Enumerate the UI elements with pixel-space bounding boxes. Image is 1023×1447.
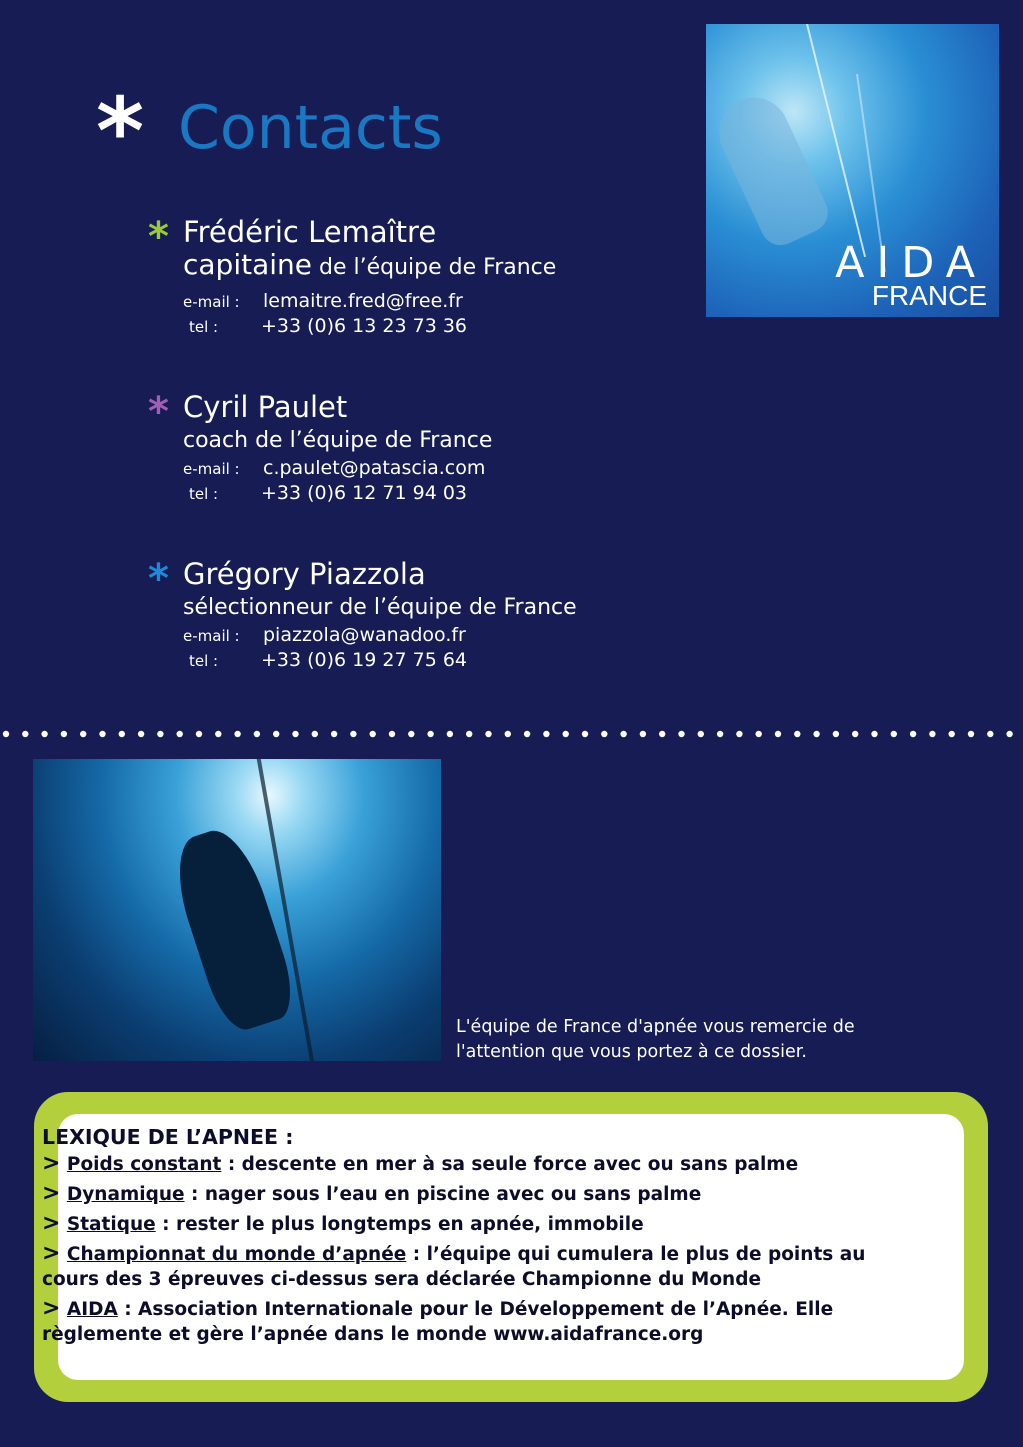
email-row — [183, 289, 463, 314]
separator-dot — [331, 731, 337, 737]
tel-number: +33 (0)6 13 23 73 36 — [261, 315, 468, 337]
aida-france-logo — [706, 24, 999, 317]
separator-dot — [736, 731, 742, 737]
lexicon-definition: : rester le plus longtemps en apnée, immobile — [155, 1214, 644, 1235]
separator-dot — [254, 731, 260, 737]
chevron-right-icon: > — [42, 1181, 61, 1206]
separator-dot — [929, 731, 935, 737]
lexicon-term: Poids constant — [66, 1154, 222, 1175]
tel-row — [183, 314, 467, 339]
tel-number: +33 (0)6 12 71 94 03 — [261, 482, 468, 504]
email-label: e-mail : — [183, 460, 240, 478]
contact-card-lemaitre — [148, 215, 668, 345]
chevron-right-icon: > — [42, 1211, 61, 1236]
lexicon-content — [42, 1123, 912, 1347]
separator-dot — [659, 731, 665, 737]
lexicon-term: Dynamique — [66, 1184, 185, 1205]
separator-dot — [350, 731, 356, 737]
separator-dot — [640, 731, 646, 737]
separator-dot — [61, 731, 67, 737]
lexicon-item — [42, 1211, 912, 1237]
lexicon-term: AIDA — [66, 1299, 118, 1320]
separator-dot — [427, 731, 433, 737]
separator-dot — [215, 731, 221, 737]
logo-aida-text: AIDA — [835, 238, 987, 288]
lexicon-item — [42, 1181, 912, 1207]
contact-card-piazzola — [148, 557, 668, 677]
separator-dot — [447, 731, 453, 737]
email-link[interactable]: lemaitre.fred@free.fr — [263, 290, 463, 312]
purple-asterisk-icon: * — [148, 389, 169, 435]
role-text: sélectionneur de l’équipe de France — [183, 595, 577, 620]
separator-dot — [987, 731, 993, 737]
tel-label: tel : — [189, 485, 219, 503]
separator-dot — [370, 731, 376, 737]
separator-dot — [794, 731, 800, 737]
separator-dot — [756, 731, 762, 737]
title-asterisk-icon: * — [96, 78, 145, 185]
separator-dot — [582, 731, 588, 737]
lexicon-item — [42, 1151, 912, 1177]
separator-dot — [852, 731, 858, 737]
tel-number: +33 (0)6 19 27 75 64 — [261, 649, 468, 671]
separator-dot — [871, 731, 877, 737]
separator-dot — [505, 731, 511, 737]
separator-dot — [389, 731, 395, 737]
email-label: e-mail : — [183, 293, 240, 311]
separator-dot — [138, 731, 144, 737]
role-highlight: capitaine — [183, 248, 312, 281]
separator-dot — [80, 731, 86, 737]
separator-dot — [833, 731, 839, 737]
lexicon-item — [42, 1241, 912, 1292]
blue-asterisk-icon: * — [148, 556, 169, 602]
separator-dot — [949, 731, 955, 737]
separator-dot — [157, 731, 163, 737]
separator-dot — [466, 731, 472, 737]
contact-role — [183, 594, 577, 622]
email-label: e-mail : — [183, 627, 240, 645]
separator-dot — [312, 731, 318, 737]
separator-dot — [717, 731, 723, 737]
page-title: Contacts — [178, 93, 443, 163]
separator-dot — [910, 731, 916, 737]
separator-dot — [543, 731, 549, 737]
separator-dot — [234, 731, 240, 737]
separator-dot — [119, 731, 125, 737]
underwater-photo — [33, 759, 441, 1061]
separator-dot — [292, 731, 298, 737]
email-row — [183, 623, 466, 648]
diver-silhouette — [164, 822, 302, 1037]
separator-dot — [22, 731, 28, 737]
lexicon-definition: : Association Internationale pour le Développement de l’Apnée. Elle règlemente et gère l’apnée dans le monde www.aidafrance.org — [42, 1299, 834, 1345]
thanks-message: L'équipe de France d'apnée vous remercie de l'attention que vous portez à ce dossier. — [456, 1017, 855, 1062]
lexicon-term: Championnat du monde d’apnée — [66, 1244, 407, 1265]
email-link[interactable]: c.paulet@patascia.com — [263, 457, 486, 479]
lexicon-item — [42, 1296, 912, 1347]
separator-dot — [601, 731, 607, 737]
separator-dot — [891, 731, 897, 737]
contact-name: Frédéric Lemaître — [183, 215, 437, 249]
tel-row — [183, 648, 467, 673]
tel-label: tel : — [189, 652, 219, 670]
separator-dot — [775, 731, 781, 737]
separator-dot — [177, 731, 183, 737]
separator-dot — [196, 731, 202, 737]
separator-dot — [273, 731, 279, 737]
separator-dot — [408, 731, 414, 737]
chevron-right-icon: > — [42, 1241, 61, 1266]
separator-dot — [813, 731, 819, 737]
role-text: de l’équipe de France — [312, 255, 557, 280]
separator-dot — [620, 731, 626, 737]
contact-name: Grégory Piazzola — [183, 557, 426, 591]
lexicon-term: Statique — [66, 1214, 156, 1235]
contact-role — [183, 427, 492, 455]
separator-dot — [698, 731, 704, 737]
dotted-separator — [0, 728, 1023, 740]
diver-silhouette — [708, 86, 835, 252]
chevron-right-icon: > — [42, 1296, 61, 1321]
lexicon-definition: : nager sous l’eau en piscine avec ou sans palme — [184, 1184, 702, 1205]
contact-role — [183, 248, 557, 282]
separator-dot — [1006, 731, 1012, 737]
lexicon-title: LEXIQUE DE L’APNEE : — [42, 1125, 294, 1149]
email-link[interactable]: piazzola@wanadoo.fr — [263, 624, 466, 646]
green-asterisk-icon: * — [148, 214, 169, 260]
lexicon-definition: : l’équipe qui cumulera le plus de points au cours des 3 épreuves ci-dessus sera déclarée Championne du Monde — [42, 1244, 866, 1290]
separator-dot — [524, 731, 530, 737]
tel-row — [183, 481, 467, 506]
separator-dot — [968, 731, 974, 737]
logo-france-text: FRANCE — [871, 280, 987, 311]
separator-dot — [485, 731, 491, 737]
contact-card-paulet — [148, 390, 668, 510]
separator-dot — [99, 731, 105, 737]
tel-label: tel : — [189, 318, 219, 336]
email-row — [183, 456, 485, 481]
separator-dot — [563, 731, 569, 737]
separator-dot — [41, 731, 47, 737]
separator-dot — [678, 731, 684, 737]
lexicon-definition: : descente en mer à sa seule force avec ou sans palme — [221, 1154, 799, 1175]
role-text: coach de l’équipe de France — [183, 428, 493, 453]
separator-dot — [3, 731, 9, 737]
chevron-right-icon: > — [42, 1151, 61, 1176]
contact-name: Cyril Paulet — [183, 390, 348, 424]
